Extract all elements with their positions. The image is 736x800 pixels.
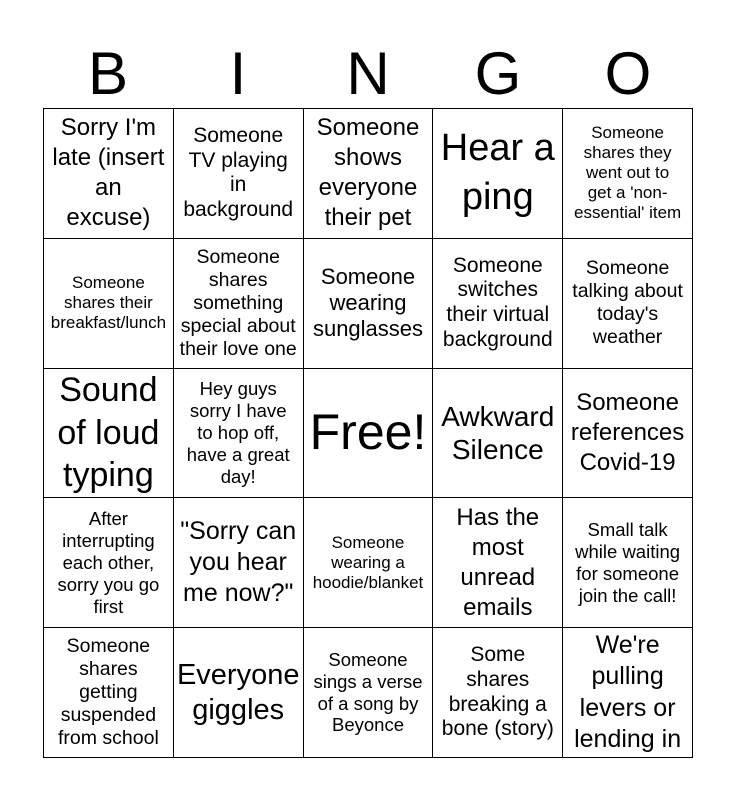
header-letter-i: I (229, 40, 247, 107)
bingo-cell[interactable]: Someone switches their virtual background (433, 239, 563, 369)
bingo-cell[interactable]: Has the most unread emails (433, 498, 563, 628)
header-letter-n: N (346, 40, 390, 107)
bingo-cell[interactable]: Someone sings a verse of a song by Beyonce (304, 628, 434, 758)
header-letter-b: B (87, 40, 129, 107)
bingo-cell[interactable]: Awkward Silence (433, 369, 563, 499)
bingo-cell[interactable]: Someone shares they went out to get a 'non- essential' item (563, 109, 693, 239)
bingo-cell[interactable]: Someone references Covid-19 (563, 369, 693, 499)
bingo-cell[interactable]: Someone wearing sunglasses (304, 239, 434, 369)
bingo-cell[interactable]: "Sorry can you hear me now?" (174, 498, 304, 628)
bingo-cell[interactable]: Small talk while waiting for someone join the call! (563, 498, 693, 628)
header-letter-o: O (604, 40, 652, 107)
free-cell[interactable]: Free! (304, 369, 434, 499)
bingo-cell[interactable]: Someone wearing a hoodie/blanket (304, 498, 434, 628)
bingo-cell[interactable]: Someone shows everyone their pet (304, 109, 434, 239)
bingo-grid (43, 108, 693, 758)
bingo-cell[interactable]: Someone talking about today's weather (563, 239, 693, 369)
bingo-cell[interactable]: Everyone giggles (174, 628, 304, 758)
bingo-cell[interactable]: Sound of loud typing (44, 369, 174, 499)
bingo-cell[interactable]: Sorry I'm late (insert an excuse) (44, 109, 174, 239)
header-letter-g: G (474, 40, 522, 107)
bingo-cell[interactable]: Someone shares their breakfast/lunch (44, 239, 174, 369)
bingo-cell[interactable]: Someone shares something special about their love one (174, 239, 304, 369)
bingo-cell[interactable]: We're pulling levers or lending in (563, 628, 693, 758)
bingo-cell[interactable]: Some shares breaking a bone (story) (433, 628, 563, 758)
bingo-cell[interactable]: Someone TV playing in background (174, 109, 304, 239)
bingo-header (43, 38, 693, 110)
bingo-cell[interactable]: Hey guys sorry I have to hop off, have a great day! (174, 369, 304, 499)
bingo-cell[interactable]: Someone shares getting suspended from school (44, 628, 174, 758)
bingo-cell[interactable]: After interrupting each other, sorry you go first (44, 498, 174, 628)
bingo-cell[interactable]: Hear a ping (433, 109, 563, 239)
